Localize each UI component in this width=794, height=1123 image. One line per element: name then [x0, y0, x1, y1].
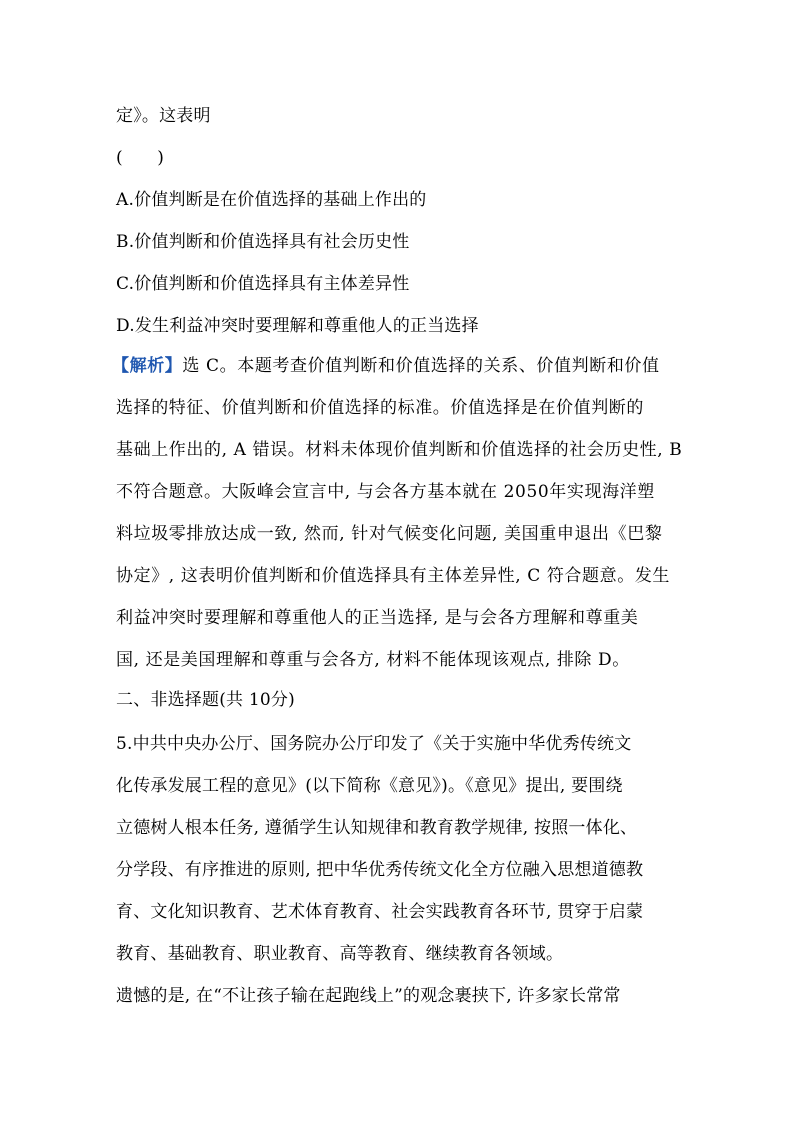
- option-text: 价值判断和价值选择具有主体差异性: [134, 274, 410, 294]
- option-b: [116, 234, 410, 251]
- analysis-tag: 【解析】: [112, 356, 183, 376]
- answer-bracket: ( ): [116, 148, 165, 168]
- analysis-line: 基础上作出的, A 错误。材料未体现价值判断和价值选择的社会历史性, B: [116, 440, 683, 460]
- option-d: [116, 318, 479, 335]
- option-text: 价值判断和价值选择具有社会历史性: [134, 232, 410, 252]
- analysis-line: 利益冲突时要理解和尊重他人的正当选择, 是与会各方理解和尊重美: [116, 608, 639, 628]
- analysis-line: 不符合题意。大阪峰会宣言中, 与会各方基本就在 2050年实现海洋塑: [116, 482, 655, 502]
- option-c: [116, 276, 409, 293]
- analysis-line: 料垃圾零排放达成一致, 然而, 针对气候变化问题, 美国重申退出《巴黎: [116, 524, 663, 544]
- analysis-line: [112, 358, 660, 375]
- analysis-text: 选 C。本题考查价值判断和价值选择的关系、价值判断和价值: [182, 356, 660, 376]
- option-label: D.: [116, 316, 135, 336]
- question5-line: 化传承发展工程的意见》(以下简称《意见》)。《意见》提出, 要围绕: [116, 776, 623, 796]
- section-title: 二、非选择题(共 10分): [116, 690, 295, 710]
- question5-line: 育、文化知识教育、艺术体育教育、社会实践教育各环节, 贯穿于启蒙: [116, 902, 644, 922]
- option-label: A.: [116, 190, 135, 210]
- analysis-line: 国, 还是美国理解和尊重与会各方, 材料不能体现该观点, 排除 D。: [116, 650, 630, 670]
- option-label: C.: [116, 274, 135, 294]
- question5-line: 分学段、有序推进的原则, 把中华优秀传统文化全方位融入思想道德教: [116, 860, 644, 880]
- option-a: [116, 192, 427, 209]
- option-text: 发生利益冲突时要理解和尊重他人的正当选择: [134, 316, 479, 336]
- question5-line: 立德树人根本任务, 遵循学生认知规律和教育教学规律, 按照一体化、: [116, 818, 638, 838]
- analysis-line: 协定》, 这表明价值判断和价值选择具有主体差异性, C 符合题意。发生: [116, 566, 671, 586]
- question5-line: 教育、基础教育、职业教育、高等教育、继续教育各领域。: [116, 944, 564, 964]
- question5-line: 5.中共中央办公厅、国务院办公厅印发了《关于实施中华优秀传统文: [116, 734, 632, 754]
- question5-line: 遗憾的是, 在“不让孩子输在起跑线上”的观念裹挟下, 许多家长常常: [116, 986, 621, 1006]
- question-stem-tail: 定》。这表明: [116, 106, 211, 126]
- option-label: B.: [116, 232, 135, 252]
- analysis-line: 选择的特征、价值判断和价值选择的标准。价值选择是在价值判断的: [116, 398, 644, 418]
- option-text: 价值判断是在价值选择的基础上作出的: [134, 190, 427, 210]
